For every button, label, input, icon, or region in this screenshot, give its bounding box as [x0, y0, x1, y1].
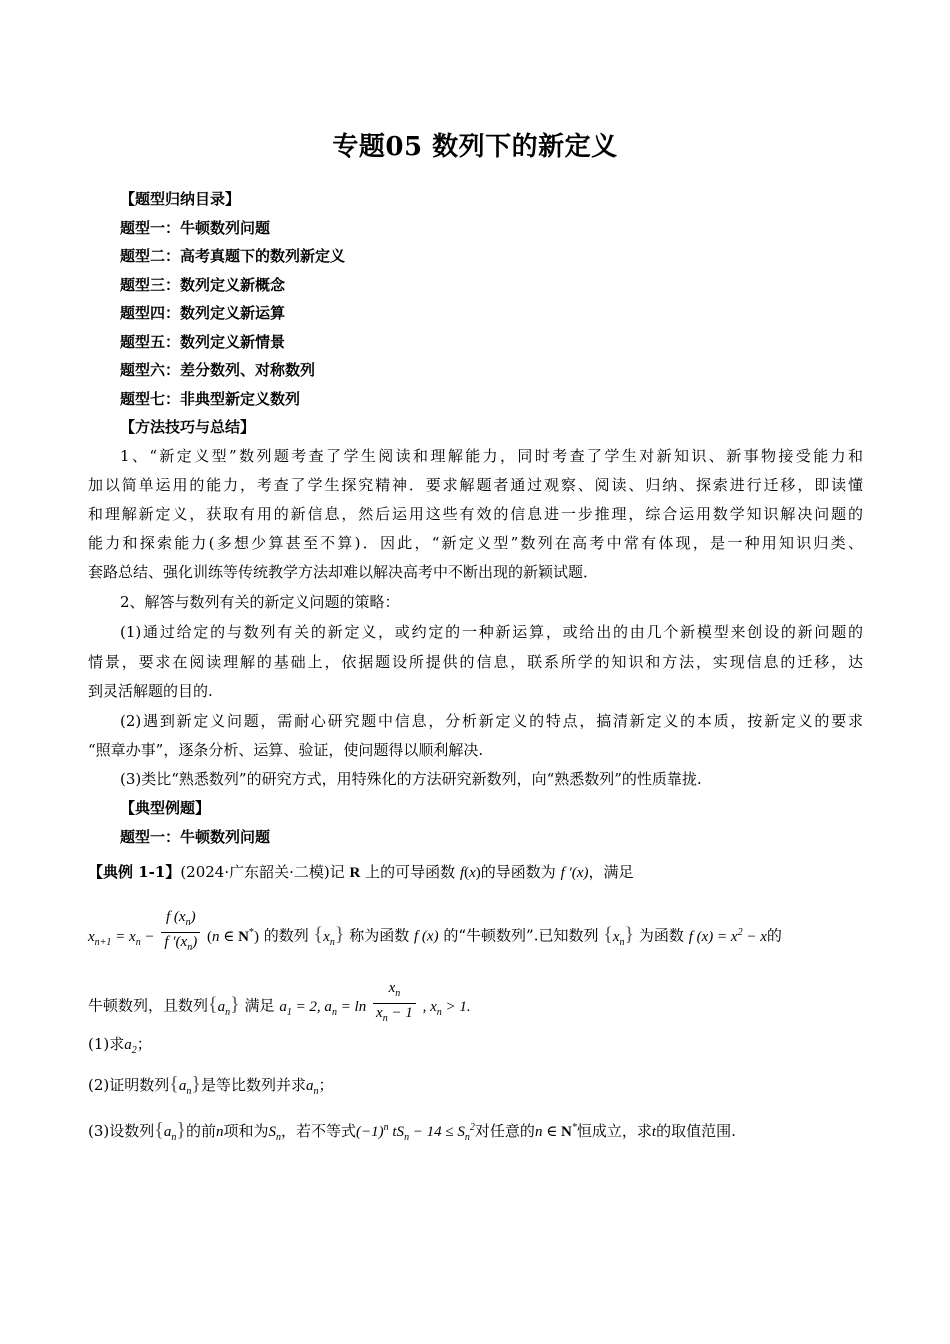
- math-fx: f: [459, 865, 465, 881]
- toc-item: 题型三：数列定义新概念: [120, 276, 286, 294]
- question-text: ；: [136, 1035, 152, 1053]
- question-text: 的取值范围.: [656, 1122, 736, 1140]
- math-Sn: $S_n$: [268, 1124, 281, 1143]
- question-text: ；: [318, 1076, 334, 1094]
- math-fraction: $\frac{x_n}{x_n - 1}$: [373, 979, 416, 1028]
- question-text: (1)求: [88, 1035, 125, 1053]
- example-source: (2024·广东韶关·二模)记: [180, 863, 345, 881]
- math-an: $a_n$: [217, 998, 231, 1018]
- example-text: 满足: [244, 996, 275, 1015]
- example-label: 【典例 1-1】: [88, 863, 181, 881]
- example-text: 的: [766, 926, 782, 945]
- math-paren: ): [475, 865, 481, 881]
- math-domain: n ∈ N*: [534, 1122, 577, 1140]
- toc-item: 题型四：数列定义新运算: [120, 304, 286, 322]
- paragraph-line: 到灵活解题的目的.: [88, 682, 213, 700]
- question-text: (3)设数列: [88, 1122, 155, 1140]
- type-heading: 题型一：牛顿数列问题: [120, 828, 271, 846]
- example-text: ，满足: [588, 863, 634, 881]
- math-xn: $x_n$: [612, 928, 625, 948]
- math-fx: f (x): [414, 928, 439, 945]
- math-brace: {: [169, 1073, 179, 1095]
- question-3: [88, 1118, 736, 1148]
- paragraph-line: 1、“新定义型”数列题考查了学生阅读和理解能力，同时考查了学生对新知识、新事物接受能力和: [120, 447, 863, 465]
- example-text: 称为函数: [349, 926, 410, 945]
- math-fprime: f ′(x): [560, 865, 589, 881]
- toc-item: 题型二：高考真题下的数列新定义: [120, 247, 346, 265]
- math-condition: , $x_n > 1$.: [422, 998, 471, 1018]
- math-a2: $a_2$: [124, 1037, 137, 1056]
- math-paren: (: [464, 865, 470, 881]
- math-brace: {: [603, 923, 613, 946]
- method-heading: 【方法技巧与总结】: [120, 418, 256, 436]
- paragraph-line: (1)通过给定的与数列有关的新定义，或约定的一种新运算，或给出的由几个新模型来创设的新问题的: [120, 623, 863, 641]
- math-formula: $x_{n+1} = x_n$ −: [88, 928, 155, 948]
- math-brace: }: [334, 923, 345, 946]
- example-text: 上的可导函数: [365, 863, 456, 881]
- math-n: n: [215, 1124, 224, 1140]
- paragraph-line: (2)遇到新定义问题，需耐心研究题中信息，分析新定义的特点，搞清新定义的本质，按新定义的要求: [120, 712, 863, 730]
- question-text: 的前: [185, 1122, 216, 1140]
- example-text: 的“牛顿数列”.已知数列: [443, 926, 599, 945]
- examples-heading: 【典型例题】: [120, 799, 211, 817]
- paragraph-line: (3)类比“熟悉数列”的研究方式，用特殊化的方法研究新数列，向“熟悉数列”的性质靠拢.: [120, 770, 702, 788]
- math-fraction: $\frac{f (x_n)}{f '(x_n)}$: [161, 908, 200, 957]
- math-brace: }: [191, 1073, 201, 1095]
- paragraph-line: 套路总结、强化训练等传统教学方法却难以解决高考中不断出现的新颖试题．: [88, 563, 599, 581]
- math-an: $a_n$: [178, 1078, 192, 1097]
- math-brace: {: [154, 1119, 164, 1141]
- paragraph-line: 情景，要求在阅读理解的基础上，依据题设所提供的信息，联系所学的知识和方法，实现信息的迁移，达: [88, 653, 863, 671]
- math-inequality: $(-1)^n$ $tS_n - 14 \le S_n^2$: [356, 1122, 475, 1143]
- paragraph-line: 2、解答与数列有关的新定义问题的策略：: [120, 593, 400, 611]
- math-brace: }: [230, 993, 240, 1016]
- question-text: (2)证明数列: [88, 1076, 170, 1094]
- math-condition: $a_1 = 2$, $a_n = \ln$: [279, 998, 367, 1018]
- example-text: 牛顿数列，且数列: [88, 996, 209, 1015]
- formula-line: [88, 909, 782, 957]
- math-brace: }: [624, 923, 635, 946]
- math-x: x: [469, 865, 476, 881]
- question-text: 是等比数列并求: [200, 1076, 306, 1094]
- example-text: 的数列: [263, 926, 309, 945]
- math-function: f $(x) = x^2 - x$: [688, 926, 767, 945]
- toc-item: 题型五：数列定义新情景: [120, 333, 286, 351]
- math-brace: }: [176, 1119, 186, 1141]
- question-text: 对任意的: [474, 1122, 535, 1140]
- math-an: $a_n$: [305, 1078, 319, 1097]
- question-text: 项和为: [223, 1122, 269, 1140]
- page-title: 专题05 数列下的新定义: [332, 132, 618, 162]
- question-1: [88, 1034, 152, 1061]
- example-text: 为函数: [638, 926, 684, 945]
- math-t: t: [651, 1124, 657, 1140]
- paragraph-line: “照章办事”，逐条分析、运算、验证，使问题得以顺利解决.: [88, 741, 484, 759]
- paragraph-line: 能力和探索能力(多想少算甚至不算)．因此，“新定义型”数列在高考中常有体现，是一种用知识归类、: [88, 534, 863, 552]
- math-domain: (n ∈ N*): [207, 926, 259, 945]
- toc-item: 题型七：非典型新定义数列: [120, 390, 301, 408]
- math-brace: {: [313, 923, 324, 946]
- math-xn: $x_n$: [323, 928, 335, 948]
- example-line: [88, 862, 633, 883]
- math-R: R: [349, 865, 361, 881]
- example-line: [88, 980, 471, 1028]
- toc-item: 题型一：牛顿数列问题: [120, 219, 271, 237]
- math-an: $a_n$: [163, 1124, 177, 1143]
- paragraph-line: 和理解新定义，获取有用的新信息，然后运用这些有效的信息进一步推理，综合运用数学知识解决问题的: [88, 505, 863, 523]
- toc-heading: 【题型归纳目录】: [120, 190, 241, 208]
- toc-item: 题型六：差分数列、对称数列: [120, 361, 316, 379]
- example-text: 的导函数为: [480, 863, 556, 881]
- math-brace: {: [208, 993, 218, 1016]
- paragraph-line: 加以简单运用的能力，考查了学生探究精神．要求解题者通过观察、阅读、归纳、探索进行迁移，即读懂: [88, 476, 863, 494]
- question-text: 恒成立，求: [576, 1122, 652, 1140]
- question-text: ，若不等式: [281, 1122, 357, 1140]
- question-2: [88, 1074, 334, 1102]
